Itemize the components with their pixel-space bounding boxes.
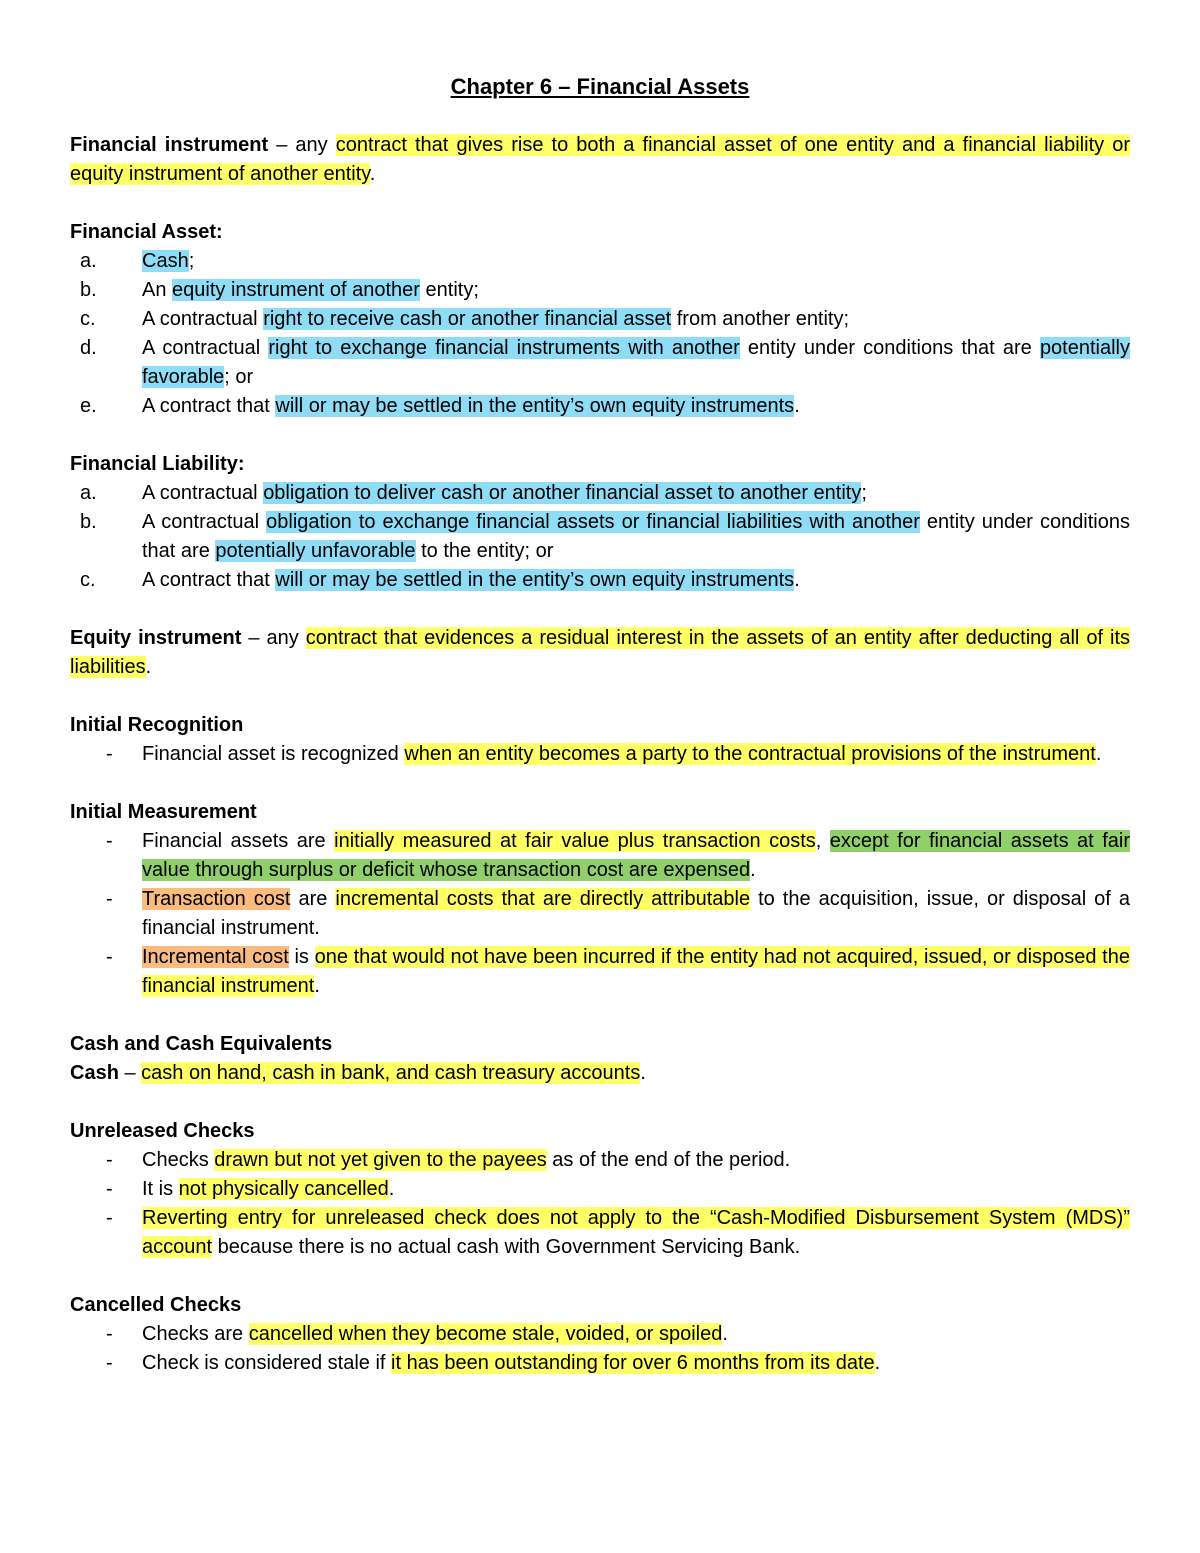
list-item [70, 508, 1130, 566]
list-item [70, 479, 1130, 508]
list-item [70, 566, 1130, 595]
highlight-orange: Transaction cost [142, 888, 291, 910]
text: . [145, 656, 152, 678]
text: entity; [419, 279, 479, 301]
text: Financial asset is recognized [142, 743, 405, 765]
list-item [70, 392, 1130, 421]
text: . [1095, 743, 1102, 765]
highlight-blue: equity instrument of another [172, 279, 420, 301]
highlight-blue: will or may be settled in the entity’s own equity instruments [275, 569, 795, 591]
list-item [70, 334, 1130, 392]
text: . [388, 1178, 395, 1200]
list-marker: c. [80, 308, 96, 330]
text: Check is considered stale if [142, 1352, 392, 1374]
section-heading-unreleased-checks: Unreleased Checks [70, 1120, 255, 1142]
list-item [70, 1320, 1130, 1349]
text: A contractual [142, 337, 269, 359]
text: . [874, 1352, 881, 1374]
text: as of the end of the period. [546, 1149, 791, 1171]
highlight-yellow: one that would not have been incurred if the entity had not acquired, issued, or disposed the financial instrument [142, 946, 1130, 997]
text: . [750, 859, 756, 881]
dash-bullet: - [106, 1207, 113, 1229]
list-item [70, 1146, 1130, 1175]
initial-recognition-list [70, 740, 1130, 769]
term: Equity instrument [70, 627, 242, 649]
list-marker: c. [80, 569, 96, 591]
text: A contractual [142, 308, 264, 330]
financial-instrument-definition [70, 131, 1130, 189]
text: , [815, 830, 830, 852]
text: ; [861, 482, 867, 504]
text: from another entity; [671, 308, 850, 330]
highlight-yellow: cash on hand, cash in bank, and cash treasury accounts [141, 1062, 641, 1084]
text: . [369, 163, 376, 185]
section-heading-initial-recognition: Initial Recognition [70, 714, 244, 736]
section-heading-financial-liability: Financial Liability: [70, 453, 245, 475]
text: A contract that [142, 395, 276, 417]
dash-bullet: - [106, 1149, 113, 1171]
text: It is [142, 1178, 179, 1200]
dash-bullet: - [106, 1323, 113, 1345]
text: . [794, 569, 800, 591]
section-heading-financial-asset: Financial Asset: [70, 221, 223, 243]
list-item [70, 1349, 1130, 1378]
highlight-yellow: cancelled when they become stale, voided, or spoiled [248, 1323, 723, 1345]
list-marker: e. [80, 395, 97, 417]
text: to the acquisition, issue, or disposal of a financial instrument. [142, 888, 1130, 939]
dash-bullet: - [106, 1178, 113, 1200]
list-item [70, 885, 1130, 943]
list-item [70, 943, 1130, 1001]
separator: – [118, 1062, 142, 1084]
highlight-yellow: incremental costs that are directly attributable [335, 888, 751, 910]
financial-asset-list [70, 247, 1130, 421]
highlight-yellow: Reverting entry for unreleased check does not apply to the “Cash-Modified Disbursement System (MDS)” account [142, 1207, 1130, 1258]
text: A contractual [142, 482, 264, 504]
highlight-yellow: it has been outstanding for over 6 months from its date [391, 1352, 875, 1374]
term: Cash [70, 1062, 119, 1084]
highlight-yellow: contract that gives rise to both a financial asset of one entity and a financial liability or equity instrument of another entity [70, 134, 1131, 185]
dash-bullet: - [106, 830, 113, 852]
equity-instrument-definition [70, 624, 1130, 682]
text: are [290, 888, 336, 910]
section-heading-cancelled-checks: Cancelled Checks [70, 1294, 242, 1316]
highlight-blue: obligation to exchange financial assets or financial liabilities with another [266, 511, 920, 533]
text: because there is no actual cash with Government Servicing Bank. [212, 1236, 801, 1258]
text: . [794, 395, 800, 417]
list-item [70, 276, 1130, 305]
highlight-orange: Incremental cost [142, 946, 289, 968]
text: Checks [142, 1149, 215, 1171]
highlight-blue: Cash [142, 250, 189, 272]
dash-bullet: - [106, 743, 113, 765]
text: to the entity; or [415, 540, 554, 562]
text: entity under conditions that are [142, 511, 1131, 562]
list-item [70, 827, 1130, 885]
text: ; [188, 250, 195, 272]
highlight-yellow: contract that evidences a residual interest in the assets of an entity after deducting all of its liabilities [70, 627, 1130, 678]
dash-bullet: - [106, 946, 113, 968]
list-marker: b. [80, 279, 97, 301]
text: A contract that [142, 569, 276, 591]
highlight-blue: potentially unfavorable [215, 540, 416, 562]
highlight-yellow: initially measured at fair value plus transaction costs [334, 830, 816, 852]
list-marker: a. [80, 250, 97, 272]
list-marker: b. [80, 511, 97, 533]
text: An [142, 279, 173, 301]
highlight-yellow: drawn but not yet given to the payees [214, 1149, 547, 1171]
separator: – any [241, 627, 306, 649]
text: . [722, 1323, 728, 1345]
list-item [70, 740, 1130, 769]
list-marker: d. [80, 337, 97, 359]
page-title: Chapter 6 – Financial Assets [450, 74, 750, 99]
section-heading-cash: Cash and Cash Equivalents [70, 1033, 333, 1055]
text: A contractual [142, 511, 267, 533]
initial-measurement-list [70, 827, 1130, 1001]
text: ; or [224, 366, 254, 388]
list-item [70, 247, 1130, 276]
highlight-blue: obligation to deliver cash or another financial asset to another entity [263, 482, 862, 504]
text: Financial assets are [142, 830, 335, 852]
highlight-blue: potentially favorable [142, 337, 1130, 388]
text: . [640, 1062, 646, 1084]
list-item [70, 305, 1130, 334]
highlight-blue: right to exchange financial instruments with another [268, 337, 740, 359]
dash-bullet: - [106, 888, 113, 910]
section-heading-initial-measurement: Initial Measurement [70, 801, 257, 823]
list-item [70, 1204, 1130, 1262]
text: entity under conditions that are [739, 337, 1040, 359]
cash-definition [70, 1059, 1130, 1088]
highlight-yellow: when an entity becomes a party to the contractual provisions of the instrument [404, 743, 1096, 765]
list-item [70, 1175, 1130, 1204]
separator: – any [268, 134, 336, 156]
unreleased-checks-list [70, 1146, 1130, 1262]
text: . [314, 975, 320, 997]
term: Financial instrument [70, 134, 269, 156]
financial-liability-list [70, 479, 1130, 595]
list-marker: a. [80, 482, 97, 504]
dash-bullet: - [106, 1352, 113, 1374]
highlight-blue: right to receive cash or another financial asset [263, 308, 672, 330]
highlight-green: except for financial assets at fair value through surplus or deficit whose transaction cost are expensed [142, 830, 1130, 881]
highlight-yellow: not physically cancelled [178, 1178, 389, 1200]
text: is [288, 946, 315, 968]
cancelled-checks-list [70, 1320, 1130, 1378]
text: Checks are [142, 1323, 249, 1345]
highlight-blue: will or may be settled in the entity’s own equity instruments [275, 395, 795, 417]
